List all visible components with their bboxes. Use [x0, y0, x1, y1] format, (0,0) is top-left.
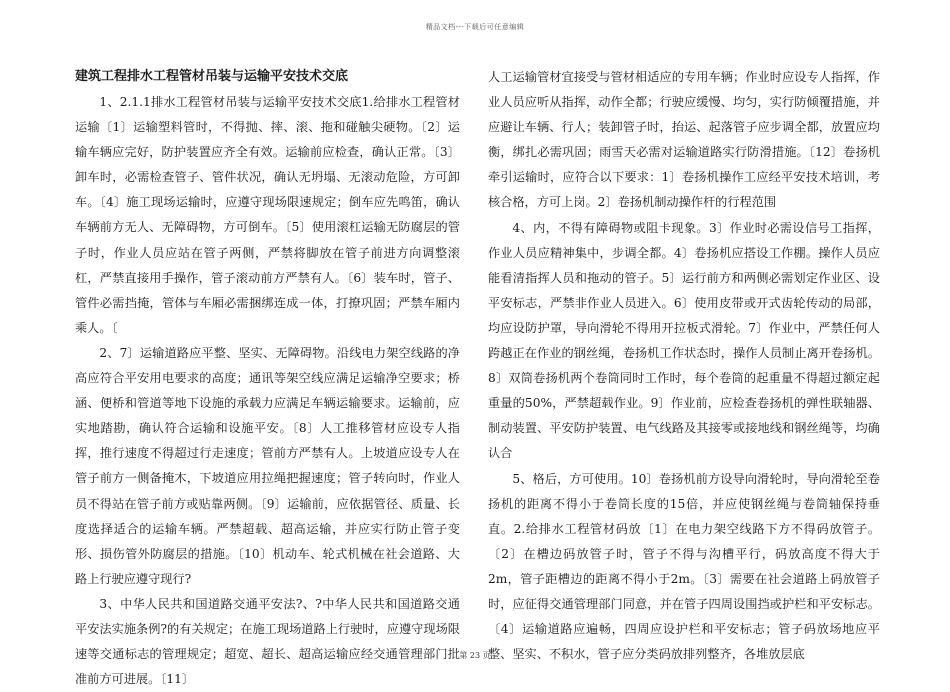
paragraph: 4、内，不得有障碍物或阻卡现象。3〕作业时必需设信号工指挥，作业人员应精神集中，步调全都。4〕卷扬机应搭设工作棚。操作人员应能看清指挥人员和拖动的管子。5〕运行前方和两侧必需划定作业区、设平安标志，严禁非作业人员进入。6〕使用皮带或开式齿轮传动的局部，均应设防护罩，导向滑轮不得用开拉板式滑轮。7〕作业中，严禁任何人跨越正在作业的钢丝绳，卷扬机工作状态时，操作人员制止离开卷扬机。8〕双筒卷扬机两个卷筒同时工作时，每个卷筒的起重量不得超过额定起重量的50%，严禁超载作业。9〕作业前，应检查卷扬机的弹性联轴器、制动装置、平安防护装置、电气线路及其接零或接地线和钢丝绳等，均确认合: [488, 220, 880, 461]
paragraph: 2、7〕运输道路应平整、坚实、无障碍物。沿线电力架空线路的净高应符合平安用电要求的高度；通讯等架空线应满足运输净空要求；桥涵、便桥和管道等地下设施的承载力应满足车辆运输要求。运输前，应实地踏勘，确认符合运输和设施平安。〔8〕人工推移管材应设专人指挥，推行速度不得超过行走速度；管前方严禁有人。上坡道应设专人在管子前方一侧备掩木，下坡道应用拉绳把握速度；管子转向时，作业人员不得站在管子前方或贴靠两侧。〔9〕运输前，应依据管径、质量、长度选择适合的运输车辆。严禁超载、超高运输，并应实行防止管子变形、损伤管外防腐层的措施。〔10〕机动车、轮式机械在社会道路、大路上行驶应遵守现行?: [75, 345, 460, 586]
page-number: 第 23 页: [459, 651, 491, 660]
left-column: [75, 65, 460, 692]
right-column: [488, 65, 880, 667]
paragraph: 5、格后，方可使用。10〕卷扬机前方设导向滑轮时，导向滑轮至卷扬机的距离不得小于卷筒长度的15倍，并应使钢丝绳与卷筒轴保持垂直。2.给排水工程管材码放〔1〕在电力架空线路下方不得码放管子。〔2〕在槽边码放管子时，管子不得与沟槽平行，码放高度不得大于2m，管子距槽边的距离不得小于2m。〔3〕需要在社会道路上码放管子时，应征得交通管理部门同意，并在管子四周设围挡或护栏和平安标志。〔4〕运输道路应遍畅，四周应设护栏和平安标志；管子码放场地应平整、坚实、不积水，管子应分类码放排列整齐，各堆放层底: [488, 471, 880, 662]
paragraph: 1、2.1.1排水工程管材吊装与运输平安技术交底1.给排水工程管材运输〔1〕运输塑料管时，不得抛、摔、滚、拖和碰触尖硬物。〔2〕运输车辆应完好，防护装置应齐全有效。运输前应检查，确认正常。〔3〕卸车时，必需检查管子、管件状况，确认无坍塌、无滚动危险，方可卸车。〔4〕施工现场运输时，应遵守现场限速规定；倒车应先鸣笛，确认车辆前方无人、无障碍物，方可倒车。〔5〕使用滚杠运输无防腐层的管子时，作业人员应站在管子两侧，严禁将脚放在管子前进方向调整滚杠，严禁直接用手操作，管子滚动前方严禁有人。〔6〕装车时，管子、管件必需挡掩，管体与车厢必需捆绑连成一体，打撩巩固；严禁车厢内乘人。〔: [75, 95, 460, 335]
paragraph: 3、中华人民共和国道路交通平安法?、?中华人民共和国道路交通平安法实施条例?的有关规定；在施工现场道路上行驶时，应遵守现场限速等交通标志的管理规定；超宽、超长、超高运输应经交通管理部门批准前方可进展。〔11〕: [75, 596, 460, 687]
page-header: 精品文档---下载后可任意编辑: [425, 23, 525, 31]
document-title: 建筑工程排水工程管材吊装与运输平安技术交底: [75, 69, 349, 84]
paragraph: 人工运输管材宜接受与管材相适应的专用车辆；作业时应设专人指挥，作业人员应听从指挥，动作全都；行驶应缓慢、均匀，实行防倾覆措施，并应避让车辆、行人；装卸管子时，抬运、起落管子应步调全都，放置应均衡，绑扎必需巩固；雨雪天必需对运输道路实行防滑措施。〔12〕卷扬机牵引运输时，应符合以下要求：1〕卷扬机操作工应经平安技术培训，考核合格，方可上岗。2〕卷扬机制动操作杆的行程范围: [488, 70, 880, 210]
